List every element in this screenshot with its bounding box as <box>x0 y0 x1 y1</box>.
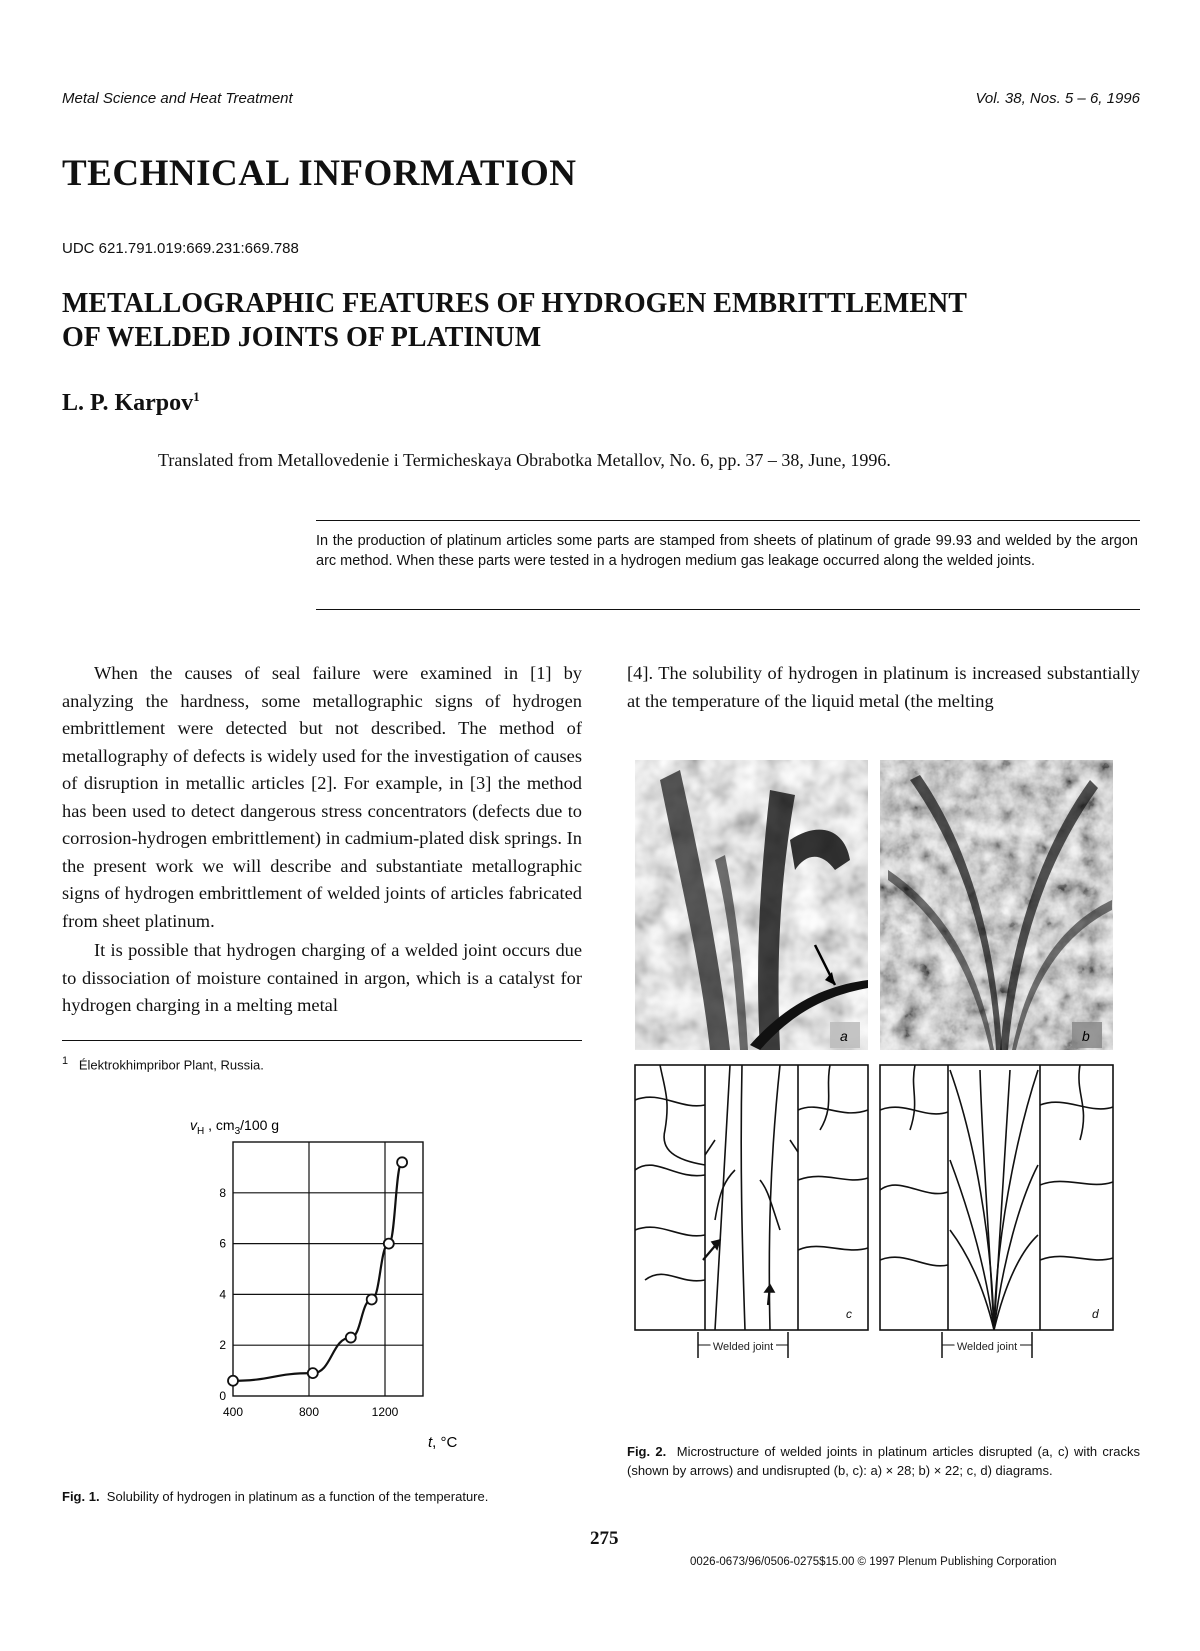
chart-plot-frame <box>233 1142 423 1396</box>
chart-data-point <box>308 1368 318 1378</box>
chart-series-line <box>233 1162 402 1380</box>
body-paragraph-1: When the causes of seal failure were examined in [1] by analyzing the hardness, some metallographic signs of hydrogen embrittlement were detected but not described. The method of metallography of defects is widely used for the investigation of causes of disruption in metallic articles [2]. For example, in [3] the method has been used to detect dangerous stress concentrators (defects due to corrosion-hydrogen embrittlement) in cadmium-plated disk springs. In the present work we will describe and substantiate metallographic signs of hydrogen embrittlement of welded joints of articles fabricated from sheet platinum. <box>62 663 582 931</box>
fig2-panel-a <box>635 760 868 1050</box>
chart-data-point <box>228 1376 238 1386</box>
fig2-figure <box>620 760 1140 1430</box>
journal-name: Metal Science and Heat Treatment <box>62 90 293 107</box>
footnote-mark: 1 <box>62 1055 69 1067</box>
chart-y-tick-label: 6 <box>219 1236 226 1251</box>
chart-data-point <box>384 1239 394 1249</box>
fig2-caption <box>627 1442 1140 1480</box>
fig1-caption-label: Fig. 1. <box>62 1489 100 1504</box>
author-footnote-mark: 1 <box>193 389 200 404</box>
title-line-2: OF WELDED JOINTS OF PLATINUM <box>62 322 542 353</box>
abstract-rule-bottom <box>316 609 1140 610</box>
chart-x-tick-label: 400 <box>222 1405 244 1419</box>
fig2-caption-label: Fig. 2. <box>627 1444 667 1459</box>
section-title: TECHNICAL INFORMATION <box>62 153 577 194</box>
footnote-text: Élektrokhimpribor Plant, Russia. <box>78 1057 264 1073</box>
paper-title <box>62 287 1062 355</box>
fig2-caption-text: Microstructure of welded joints in platinum articles disrupted (a, c) with cracks (shown by arrows) and undisrupted (b, c): a) × 28; b) × 22; c, d) diagrams. <box>627 1444 1140 1478</box>
abstract: In the production of platinum articles some parts are stamped from sheets of platinum of grade 99.93 and welded by the argon arc method. When these parts were tested in a hydrogen medium gas leakage occurred along the welded joints. <box>316 533 1138 569</box>
volume-info: Vol. 38, Nos. 5 – 6, 1996 <box>975 90 1140 107</box>
fig1-caption <box>62 1489 488 1504</box>
chart-data-point <box>346 1333 356 1343</box>
body-column-left <box>62 660 582 1020</box>
chart-x-tick-label: 1200 <box>371 1405 399 1419</box>
chart-x-axis-label: t, °C <box>428 1434 458 1451</box>
chart-data-point <box>367 1294 377 1304</box>
title-line-1: METALLOGRAPHIC FEATURES OF HYDROGEN EMBRITTLEMENT <box>62 288 967 319</box>
welded-joint-label-c: Welded joint <box>712 1341 774 1353</box>
footnote-rule <box>62 1040 582 1041</box>
welded-joint-label-d: Welded joint <box>956 1341 1018 1353</box>
chart-data-point <box>397 1157 407 1167</box>
abstract-rule-top <box>316 520 1140 521</box>
translated-from: Translated from Metallovedenie i Termicheskaya Obrabotka Metallov, No. 6, pp. 37 – 38, June, 1996. <box>158 450 891 470</box>
body-paragraph-2: It is possible that hydrogen charging of a welded joint occurs due to dissociation of moisture contained in argon, which is a catalyst for hydrogen charging in a melting metal <box>62 940 582 1015</box>
panel-label-b: b <box>1082 1028 1090 1044</box>
chart-y-axis-label: $v_H$ , $cm_3/100$ g <box>190 1117 280 1137</box>
fig2-panel-d <box>880 1065 1113 1330</box>
author-name: L. P. Karpov <box>62 390 194 416</box>
fig2-panel-b <box>880 760 1113 1050</box>
panel-label-a: a <box>840 1028 848 1044</box>
footnote <box>62 1055 264 1072</box>
fig1-caption-text: Solubility of hydrogen in platinum as a function of the temperature. <box>106 1489 489 1504</box>
author <box>62 389 200 417</box>
welded-joint-marker-d <box>942 1332 1032 1358</box>
udc-code: UDC 621.791.019:669.231:669.788 <box>62 240 299 257</box>
chart-y-tick-label: 0 <box>219 1389 226 1403</box>
chart-y-tick-label: 2 <box>219 1338 226 1353</box>
fig1-chart <box>180 1110 500 1480</box>
fig2-panel-c <box>635 1065 868 1330</box>
chart-x-tick-label: 800 <box>298 1405 320 1419</box>
page-number: 275 <box>590 1528 619 1549</box>
chart-y-tick-label: 4 <box>219 1287 226 1302</box>
panel-label-d: d <box>1092 1307 1099 1321</box>
panel-label-c: c <box>846 1307 852 1321</box>
copyright-line: 0026-0673/96/0506-0275$15.00 © 1997 Plenum Publishing Corporation <box>690 1556 1057 1568</box>
body-paragraph-3: [4]. The solubility of hydrogen in platinum is increased substantially at the temperature of the liquid metal (the melting <box>627 663 1140 711</box>
body-column-right <box>627 660 1140 715</box>
welded-joint-marker-c <box>698 1332 788 1358</box>
chart-y-tick-label: 8 <box>219 1185 226 1200</box>
